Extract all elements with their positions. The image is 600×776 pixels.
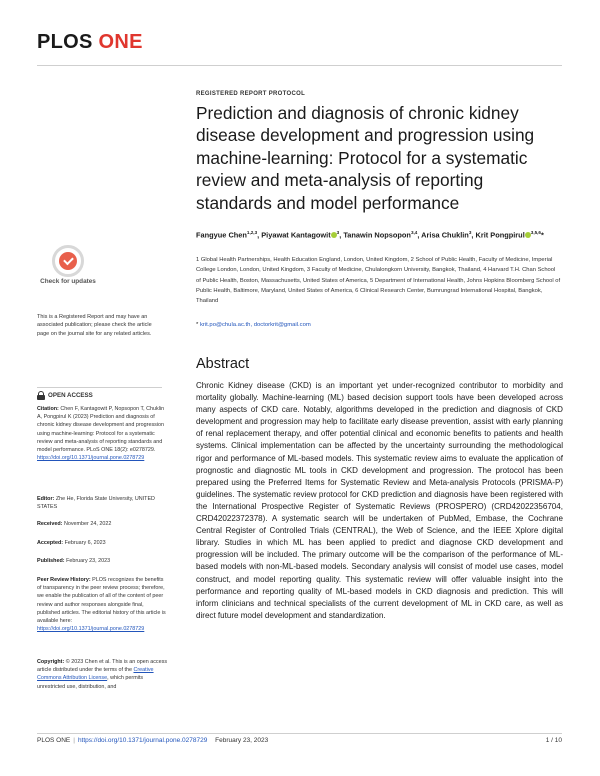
article-type: REGISTERED REPORT PROTOCOL (196, 91, 306, 97)
editor-label: Editor: (37, 496, 55, 502)
peer-review-text: PLOS recognizes the benefits of transparency in the peer review process; therefore, we enable the publication of all of the content of peer review and author responses alongside final, published articles. The editorial history of this article is available here: (37, 577, 166, 625)
check-updates-label: Check for updates (40, 278, 96, 285)
check-updates-icon (52, 245, 84, 277)
published-block (37, 557, 167, 565)
open-access-divider (37, 387, 162, 388)
published-label: Published: (37, 558, 65, 564)
creative-commons-link[interactable]: Creative Commons Attribution License (37, 667, 154, 682)
registered-report-note: This is a Registered Report and may have an associated publication; please check the article page on the journal site for any related articles. (37, 314, 152, 337)
accepted-label: Accepted: (37, 540, 64, 546)
corresponding-marker: * (540, 230, 544, 240)
open-access-text: OPEN ACCESS (48, 392, 93, 399)
page-footer: PLOS ONE | https://doi.org/10.1371/journal.pone.0278729 February 23, 2023 (37, 737, 269, 744)
author-affiliation-ref: 3 (468, 230, 472, 235)
author-name[interactable]: Piyawat Kantagowit (261, 230, 331, 240)
author-affiliation-ref: 3 (336, 230, 340, 235)
copyright-label: Copyright: (37, 659, 65, 665)
received-date: November 24, 2022 (63, 521, 112, 527)
author-name[interactable]: Arisa Chuklin (421, 230, 469, 240)
author-name[interactable]: Fangyue Chen (196, 230, 247, 240)
open-access-label (37, 391, 93, 400)
corresponding-asterisk: * (196, 322, 199, 328)
open-lock-icon (37, 391, 45, 400)
peer-review-label: Peer Review History: (37, 577, 91, 583)
author-affiliation-ref: 1,2,3 (246, 230, 258, 235)
copyright-block (37, 658, 167, 691)
page-number: 1 / 10 (545, 737, 562, 744)
author-affiliation-ref: 3,5,6 (530, 230, 541, 235)
logo-part-plos: PLOS (37, 31, 93, 53)
copyright-tail: , which permits unrestricted use, distribution, and (37, 675, 144, 690)
peer-review-block (37, 576, 167, 633)
footer-doi-link[interactable]: https://doi.org/10.1371/journal.pone.0278729 (77, 737, 208, 744)
citation-doi-link[interactable]: https://doi.org/10.1371/journal.pone.0278729 (37, 455, 145, 462)
received-block (37, 520, 167, 528)
article-title: Prediction and diagnosis of chronic kidney disease development and progression using machine-learning: Protocol for a systematic review and meta-analysis of reporting standards and model performance (196, 103, 535, 213)
published-date: February 23, 2023 (66, 558, 111, 564)
corresponding-emails (196, 322, 311, 328)
email-links[interactable]: krit.po@chula.ac.th, doctorkrit@gmail.com (199, 322, 311, 328)
citation-block (37, 405, 167, 462)
journal-logo (37, 31, 143, 54)
author-name[interactable]: Tanawin Nopsopon (343, 230, 411, 240)
editor-block (37, 495, 167, 511)
logo-part-one: ONE (98, 31, 143, 53)
accepted-date: February 6, 2023 (64, 540, 106, 546)
author-list: Fangyue Chen$^{1,2,3}$, Piyawat Kantagowit $^3$, Tanawin Nopsopon$^{3,4}$, Arisa Chuklin$^3$, Krit Pongpirul $^{3,5,6}$* (196, 230, 544, 240)
accepted-block (37, 539, 167, 547)
editor-text: Zhe He, Florida State University, UNITED STATES (37, 496, 155, 511)
citation-text: Chen F, Kantagowit P, Nopsopon T, Chuklin A, Pongpirul K (2023) Prediction and diagnosis of chronic kidney disease development and progression using machine-learning: Protocol for a systematic review and meta-analysis of reporting standards and model performance. PLoS ONE 18(2): e0278729. (37, 406, 165, 454)
footer-journal: PLOS ONE (37, 737, 71, 744)
author-name[interactable]: Krit Pongpirul (475, 230, 525, 240)
affiliations: 1 Global Health Partnerships, Health Education England, London, United Kingdom, 2 School of Public Health, Faculty of Medicine, Imperial College London, London, United Kingdom, 3 Faculty of Medicine, Chulalongkorn University, Bangkok, Thailand, 4 Harvard T.H. Chan School of Public Health, Boston, Massachusetts, United States of America, 5 Department of International Health, Johns Hopkins Bloomberg School of Public Health, Baltimore, Maryland, United States of America, 6 Clinical Research Center, Bumrungrad International Hospital, Bangkok, Thailand (196, 257, 561, 305)
footer-date: February 23, 2023 (215, 737, 269, 744)
check-for-updates-badge[interactable] (40, 245, 96, 297)
received-label: Received: (37, 521, 63, 527)
peer-review-doi-link[interactable]: https://doi.org/10.1371/journal.pone.0278729 (37, 626, 145, 633)
citation-label: Citation: (37, 406, 59, 412)
header-divider (37, 65, 562, 66)
copyright-text: © 2023 Chen et al. This is an open access article distributed under the terms of the (37, 659, 168, 674)
abstract-text: Chronic Kidney disease (CKD) is an important yet under-recognized contributor to morbidity and mortality globally. Machine-learning (ML) based decision support tools have been developed across many aspects of CKD care. Notably, algorithms developed in the prediction and diagnosis of CKD development and progression may help to facilitate early disease prevention, assist with early planning of renal replacement therapy, and offer potential clinical and economic benefits to patients and health systems. Clinical implementation can be affected by the uncertainty surrounding the methodological rigor and performance of ML-based models. This systematic review aims to evaluate the application of prognostic and diagnostic ML tools in CKD development and progression. The protocol has been prepared using the Preferred Items for Systematic Review and Meta-analysis Protocols (PRISMA-P) guidelines. The systematic review protocol for CKD prediction and diagnosis have been registered with the International Prospective Register of Systematic Reviews (PROSPERO) (CRD42022356704, CRD42022372378). A systematic search will be undertaken of PubMed, Embase, the Cochrane Central Register of Controlled Trials (CENTRAL), the Web of Science, and the IEEE Xplore digital library. Studies in which ML has been applied to predict and diagnose CKD development and progression will be included. The primary outcome will be the comparison of the performance of ML-based models with non-ML-based models. Secondary analysis will consist of model use cases, model construct, and model reporting quality. This systematic review will offer valuable insight into the performance and reporting quality of ML-based models in CKD diagnosis and prediction. This will inform clinicians and technical specialists of the current development of ML in CKD care, as well as direct future model development and standardization. (196, 381, 563, 620)
abstract-heading: Abstract (196, 356, 250, 372)
footer-divider (37, 733, 562, 734)
author-affiliation-ref: 3,4 (410, 230, 418, 235)
